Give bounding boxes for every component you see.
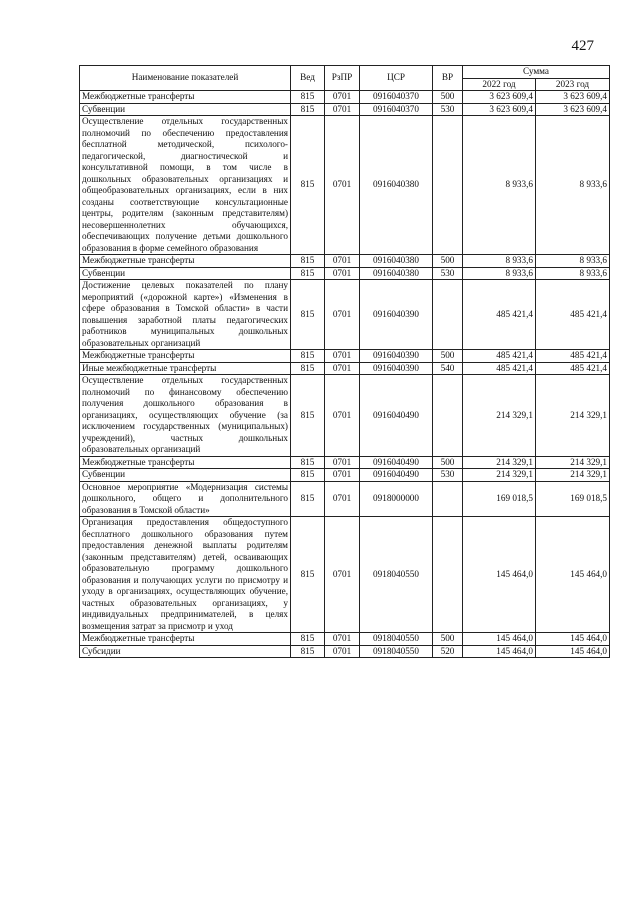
row-rzpr: 0701 bbox=[325, 375, 360, 457]
header-rzpr: РзПР bbox=[325, 66, 360, 91]
row-ved: 815 bbox=[291, 645, 325, 658]
row-sum-2023: 214 329,1 bbox=[536, 456, 610, 469]
table-row bbox=[80, 350, 610, 363]
row-ved: 815 bbox=[291, 116, 325, 255]
row-sum-2022: 8 933,6 bbox=[463, 255, 536, 268]
row-sum-2022: 8 933,6 bbox=[463, 267, 536, 280]
row-csr: 0916040380 bbox=[360, 255, 433, 268]
table-row bbox=[80, 116, 610, 255]
header-csr: ЦСР bbox=[360, 66, 433, 91]
table-row bbox=[80, 469, 610, 482]
row-sum-2022: 214 329,1 bbox=[463, 375, 536, 457]
row-sum-2022: 8 933,6 bbox=[463, 116, 536, 255]
row-ved: 815 bbox=[291, 481, 325, 517]
row-rzpr: 0701 bbox=[325, 481, 360, 517]
row-vr: 530 bbox=[433, 469, 463, 482]
row-rzpr: 0701 bbox=[325, 517, 360, 633]
row-sum-2022: 485 421,4 bbox=[463, 350, 536, 363]
row-csr: 0918040550 bbox=[360, 645, 433, 658]
row-rzpr: 0701 bbox=[325, 469, 360, 482]
row-vr bbox=[433, 116, 463, 255]
table-row bbox=[80, 267, 610, 280]
header-vr: ВР bbox=[433, 66, 463, 91]
row-rzpr: 0701 bbox=[325, 350, 360, 363]
table-row bbox=[80, 362, 610, 375]
row-name: Межбюджетные трансферты bbox=[80, 456, 291, 469]
row-name: Межбюджетные трансферты bbox=[80, 633, 291, 646]
row-sum-2022: 145 464,0 bbox=[463, 645, 536, 658]
row-rzpr: 0701 bbox=[325, 280, 360, 350]
table-row bbox=[80, 481, 610, 517]
row-sum-2023: 145 464,0 bbox=[536, 645, 610, 658]
page-number: 427 bbox=[571, 38, 594, 54]
table-row bbox=[80, 633, 610, 646]
table-row bbox=[80, 375, 610, 457]
row-sum-2023: 169 018,5 bbox=[536, 481, 610, 517]
row-ved: 815 bbox=[291, 103, 325, 116]
row-ved: 815 bbox=[291, 517, 325, 633]
row-csr: 0916040390 bbox=[360, 362, 433, 375]
row-sum-2023: 145 464,0 bbox=[536, 517, 610, 633]
row-sum-2022: 485 421,4 bbox=[463, 362, 536, 375]
header-name: Наименование показателей bbox=[80, 66, 291, 91]
budget-table bbox=[79, 65, 610, 658]
row-vr: 530 bbox=[433, 103, 463, 116]
row-sum-2023: 485 421,4 bbox=[536, 280, 610, 350]
row-sum-2022: 214 329,1 bbox=[463, 469, 536, 482]
row-vr bbox=[433, 517, 463, 633]
row-vr: 500 bbox=[433, 91, 463, 104]
row-sum-2022: 485 421,4 bbox=[463, 280, 536, 350]
row-ved: 815 bbox=[291, 280, 325, 350]
row-vr bbox=[433, 280, 463, 350]
row-name: Достижение целевых показателей по плану мероприятий («дорожной карте») «Изменения в сфере образования в Томской области» в части повышения заработной платы педагогических работников муниципальных дошкольных образовательных организаций bbox=[80, 280, 291, 350]
table-header bbox=[80, 66, 610, 91]
row-rzpr: 0701 bbox=[325, 255, 360, 268]
row-name: Субвенции bbox=[80, 469, 291, 482]
row-vr: 540 bbox=[433, 362, 463, 375]
row-rzpr: 0701 bbox=[325, 456, 360, 469]
row-vr bbox=[433, 375, 463, 457]
row-rzpr: 0701 bbox=[325, 362, 360, 375]
row-csr: 0916040370 bbox=[360, 103, 433, 116]
row-ved: 815 bbox=[291, 91, 325, 104]
table-row bbox=[80, 456, 610, 469]
row-vr: 500 bbox=[433, 255, 463, 268]
row-sum-2022: 145 464,0 bbox=[463, 633, 536, 646]
table-row bbox=[80, 280, 610, 350]
table-row bbox=[80, 91, 610, 104]
row-ved: 815 bbox=[291, 362, 325, 375]
row-csr: 0918040550 bbox=[360, 517, 433, 633]
row-vr: 530 bbox=[433, 267, 463, 280]
row-sum-2023: 145 464,0 bbox=[536, 633, 610, 646]
row-ved: 815 bbox=[291, 633, 325, 646]
row-ved: 815 bbox=[291, 267, 325, 280]
row-csr: 0916040370 bbox=[360, 91, 433, 104]
row-rzpr: 0701 bbox=[325, 91, 360, 104]
row-name: Субвенции bbox=[80, 103, 291, 116]
row-sum-2023: 214 329,1 bbox=[536, 469, 610, 482]
row-sum-2022: 145 464,0 bbox=[463, 517, 536, 633]
row-ved: 815 bbox=[291, 375, 325, 457]
row-name: Осуществление отдельных государственных полномочий по обеспечению предоставления бесплатной методической, психолого-педагогической, диагностической и консультативной помощи, в том числе в дошкольных образовательных организациях и общеобразовательных организациях, если в них созданы соответствующие консультационные центры, родителям (законным представителям) несовершеннолетних обучающихся, обеспечивающих получение детьми дошкольного образования в форме семейного образования bbox=[80, 116, 291, 255]
row-csr: 0916040380 bbox=[360, 116, 433, 255]
table-row bbox=[80, 103, 610, 116]
row-vr: 500 bbox=[433, 350, 463, 363]
table-row bbox=[80, 255, 610, 268]
row-name: Осуществление отдельных государственных полномочий по финансовому обеспечению получения дошкольного образования в организациях, осуществляющих обучение (за исключением государственных (муниципальных) учреждений), частных дошкольных образовательных организаций bbox=[80, 375, 291, 457]
table-row bbox=[80, 645, 610, 658]
row-sum-2023: 3 623 609,4 bbox=[536, 91, 610, 104]
row-csr: 0916040390 bbox=[360, 280, 433, 350]
row-name: Основное мероприятие «Модернизация системы дошкольного, общего и дополнительного образования в Томской области» bbox=[80, 481, 291, 517]
table-body bbox=[80, 91, 610, 658]
row-sum-2022: 3 623 609,4 bbox=[463, 103, 536, 116]
row-csr: 0916040380 bbox=[360, 267, 433, 280]
header-ved: Вед bbox=[291, 66, 325, 91]
row-sum-2023: 3 623 609,4 bbox=[536, 103, 610, 116]
row-name: Субвенции bbox=[80, 267, 291, 280]
row-sum-2022: 3 623 609,4 bbox=[463, 91, 536, 104]
header-year-2022: 2022 год bbox=[463, 78, 536, 91]
header-sum: Сумма bbox=[463, 66, 610, 79]
row-sum-2023: 8 933,6 bbox=[536, 116, 610, 255]
row-sum-2022: 214 329,1 bbox=[463, 456, 536, 469]
row-vr: 520 bbox=[433, 645, 463, 658]
row-rzpr: 0701 bbox=[325, 633, 360, 646]
row-csr: 0918040550 bbox=[360, 633, 433, 646]
row-sum-2023: 485 421,4 bbox=[536, 362, 610, 375]
row-ved: 815 bbox=[291, 350, 325, 363]
row-sum-2023: 8 933,6 bbox=[536, 255, 610, 268]
row-vr bbox=[433, 481, 463, 517]
row-ved: 815 bbox=[291, 469, 325, 482]
row-sum-2023: 8 933,6 bbox=[536, 267, 610, 280]
table-row bbox=[80, 517, 610, 633]
row-name: Межбюджетные трансферты bbox=[80, 91, 291, 104]
row-ved: 815 bbox=[291, 255, 325, 268]
row-name: Иные межбюджетные трансферты bbox=[80, 362, 291, 375]
row-name: Субсидии bbox=[80, 645, 291, 658]
row-vr: 500 bbox=[433, 456, 463, 469]
row-rzpr: 0701 bbox=[325, 103, 360, 116]
row-rzpr: 0701 bbox=[325, 116, 360, 255]
row-ved: 815 bbox=[291, 456, 325, 469]
header-year-2023: 2023 год bbox=[536, 78, 610, 91]
row-csr: 0916040490 bbox=[360, 469, 433, 482]
row-vr: 500 bbox=[433, 633, 463, 646]
row-name: Межбюджетные трансферты bbox=[80, 255, 291, 268]
row-rzpr: 0701 bbox=[325, 267, 360, 280]
row-csr: 0916040490 bbox=[360, 375, 433, 457]
row-sum-2023: 214 329,1 bbox=[536, 375, 610, 457]
row-csr: 0918000000 bbox=[360, 481, 433, 517]
row-name: Организация предоставления общедоступного бесплатного дошкольного образования путем предоставления денежной выплаты родителям (законным представителям) детей, осваивающих образовательную программу дошкольного образования и получающих услуги по присмотру и уходу в организациях, осуществляющих обучение, частных образовательных организациях, у индивидуальных предпринимателей, в целях возмещения затрат за присмотр и уход bbox=[80, 517, 291, 633]
row-csr: 0916040390 bbox=[360, 350, 433, 363]
row-rzpr: 0701 bbox=[325, 645, 360, 658]
row-csr: 0916040490 bbox=[360, 456, 433, 469]
row-sum-2022: 169 018,5 bbox=[463, 481, 536, 517]
row-sum-2023: 485 421,4 bbox=[536, 350, 610, 363]
row-name: Межбюджетные трансферты bbox=[80, 350, 291, 363]
